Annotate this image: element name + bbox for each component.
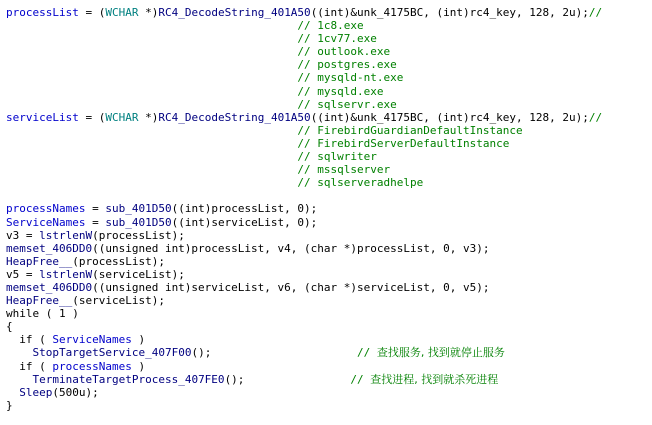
code-token-plain: (500u); [52, 385, 99, 399]
code-token-plain [6, 150, 297, 163]
code-token-plain: *) [138, 6, 159, 19]
code-token-cn: 查找进程, 找到就杀死进程 [370, 372, 499, 386]
code-token-plain: if ( [6, 359, 53, 373]
code-line [6, 6, 652, 19]
code-token-type: WCHAR [105, 110, 139, 124]
code-token-plain: ((int)serviceList, 0); [171, 215, 318, 229]
code-token-func: sub_401D50 [105, 202, 172, 216]
code-token-type: WCHAR [105, 6, 139, 19]
code-line [6, 333, 652, 346]
code-token-func: memset_406DD0 [6, 280, 93, 294]
code-token-plain: (); [191, 346, 212, 360]
code-token-func: Sleep [19, 385, 53, 399]
code-token-plain: ) [131, 333, 146, 347]
code-token-plain: v5 = [6, 267, 40, 281]
code-token-plain [6, 373, 33, 386]
code-token-comment: // sqlwriter [297, 150, 377, 164]
code-token-comment: // sqlservr.exe [297, 97, 397, 111]
code-line [6, 150, 652, 163]
code-token-plain: *) [138, 110, 159, 124]
code-token-plain: ((int)processList, 0); [171, 202, 318, 216]
code-token-comment: // FirebirdServerDefaultInstance [297, 136, 510, 150]
code-token-var: processNames [52, 359, 132, 373]
code-token-plain: = [85, 215, 106, 229]
code-token-var: processNames [6, 202, 86, 216]
code-line [6, 268, 652, 281]
code-token-func: RC4_DecodeString_401A50 [158, 110, 311, 124]
code-token-plain [6, 85, 297, 98]
code-line [6, 255, 652, 268]
code-line [6, 85, 652, 98]
code-token-func: HeapFree__ [6, 254, 73, 268]
code-token-comment: // outlook.exe [297, 45, 391, 59]
code-token-func: lstrlenW [39, 267, 93, 281]
code-token-plain [6, 124, 297, 137]
code-line [6, 58, 652, 71]
code-line [6, 294, 652, 307]
code-token-comment: // 1c8.exe [297, 19, 364, 33]
code-token-comment: // sqlserveradhelpe [297, 176, 424, 190]
code-token-plain: (serviceList); [72, 294, 165, 308]
code-token-plain [6, 58, 297, 71]
code-line [6, 124, 652, 137]
code-token-plain: while ( 1 ) [6, 307, 79, 321]
code-token-plain: = [85, 202, 106, 216]
code-token-comment: // [588, 6, 603, 19]
code-line [6, 386, 652, 399]
code-token-plain: } [6, 398, 13, 412]
code-token-func: StopTargetService_407F00 [32, 346, 192, 360]
code-token-func: memset_406DD0 [6, 241, 93, 255]
code-line [6, 202, 652, 215]
code-line [6, 281, 652, 294]
code-line [6, 71, 652, 84]
code-token-func: sub_401D50 [105, 215, 172, 229]
code-token-plain: v3 = [6, 228, 40, 242]
code-line [6, 229, 652, 242]
code-token-var: ServiceNames [52, 333, 132, 347]
code-line [6, 346, 652, 359]
code-token-plain: ((unsigned int)processList, v4, (char *)processList, 0, v3); [92, 241, 490, 255]
code-token-plain: (processList); [72, 254, 165, 268]
code-token-plain: = ( [78, 110, 106, 124]
code-token-plain: (serviceList); [92, 267, 185, 281]
code-token-func: RC4_DecodeString_401A50 [158, 6, 311, 19]
code-line [6, 111, 652, 124]
code-token-comment: // FirebirdGuardianDefaultInstance [297, 123, 523, 137]
code-token-plain: (processList); [92, 228, 185, 242]
code-token-plain [6, 386, 19, 399]
code-token-comment: // [588, 110, 603, 124]
code-line [6, 98, 652, 111]
code-token-comment: // [244, 372, 371, 386]
code-token-func: HeapFree__ [6, 294, 73, 308]
code-line [6, 242, 652, 255]
code-token-func: lstrlenW [39, 228, 93, 242]
code-token-plain: (); [224, 372, 245, 386]
code-token-plain [6, 346, 33, 359]
code-token-var: processList [6, 6, 79, 19]
code-token-plain [6, 137, 297, 150]
code-token-plain [6, 98, 297, 111]
code-token-func: TerminateTargetProcess_407FE0 [32, 372, 225, 386]
code-token-comment: // postgres.exe [297, 58, 397, 72]
code-line [6, 163, 652, 176]
code-line [6, 189, 652, 202]
code-token-comment: // mysqld-nt.exe [297, 71, 404, 85]
code-token-plain [6, 163, 297, 176]
code-token-plain: ) [131, 359, 146, 373]
code-token-comment: // mssqlserver [297, 163, 391, 177]
code-line [6, 320, 652, 333]
code-line [6, 19, 652, 32]
code-line [6, 373, 652, 386]
code-token-plain: { [6, 320, 13, 334]
code-line [6, 216, 652, 229]
code-token-cn: 查找服务, 找到就停止服务 [376, 346, 505, 360]
code-token-plain: = ( [78, 6, 106, 19]
code-token-plain [6, 32, 297, 45]
code-line [6, 137, 652, 150]
code-token-plain: ((int)&unk_4175BC, (int)rc4_key, 128, 2u); [310, 6, 589, 19]
code-line [6, 32, 652, 45]
code-token-plain [6, 19, 297, 32]
code-token-comment: // 1cv77.exe [297, 32, 377, 46]
code-token-plain [6, 45, 297, 58]
code-token-comment: // [211, 346, 377, 360]
code-line [6, 176, 652, 189]
code-line [6, 45, 652, 58]
code-token-plain: if ( [6, 333, 53, 347]
code-line [6, 307, 652, 320]
code-token-var: serviceList [6, 110, 79, 124]
code-token-var: ServiceNames [6, 215, 86, 229]
code-token-plain [6, 176, 297, 189]
code-line [6, 360, 652, 373]
code-token-plain [6, 71, 297, 84]
code-token-comment: // mysqld.exe [297, 84, 384, 98]
code-token-plain: ((int)&unk_4175BC, (int)rc4_key, 128, 2u); [310, 110, 589, 124]
code-line [6, 399, 652, 412]
code-token-plain: ((unsigned int)serviceList, v6, (char *)serviceList, 0, v5); [92, 280, 490, 294]
